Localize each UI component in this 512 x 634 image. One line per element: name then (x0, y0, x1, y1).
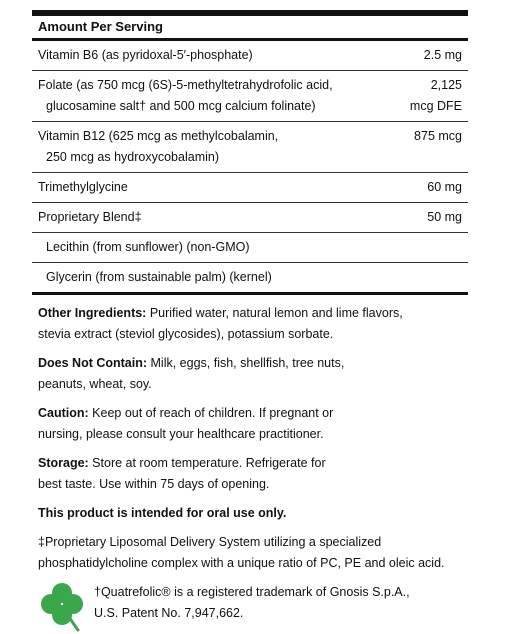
nutrient-name-line: glucosamine salt† and 500 mcg calcium folinate) (46, 99, 316, 113)
nutrient-amount-line: 875 mcg (414, 129, 462, 143)
nutrient-amount-line: 2,125 (430, 78, 462, 92)
nutrient-name-line: Folate (as 750 mcg (6S)-5-methyltetrahydrofolic acid, (38, 78, 333, 92)
nutrient-name (38, 207, 372, 228)
caution (32, 403, 468, 445)
nutrient-name-line: Lecithin (from sunflower) (non-GMO) (46, 240, 250, 254)
oral-use-statement (32, 503, 468, 524)
nutrient-row (32, 71, 468, 122)
nutrient-name-line: Proprietary Blend‡ (38, 210, 142, 224)
storage-line2: best taste. Use within 75 days of opening. (38, 477, 270, 491)
nutrient-amount-line: 60 mg (427, 180, 462, 194)
trademark-line1: †Quatrefolic® is a registered trademark of Gnosis S.p.A., (94, 585, 410, 599)
nutrient-row (32, 203, 468, 233)
nutrient-name-line: Vitamin B12 (625 mcg as methylcobalamin, (38, 129, 279, 143)
other-ingredients (32, 303, 468, 345)
nutrient-name-line: Glycerin (from sustainable palm) (kernel) (46, 270, 272, 284)
trademark-line2: U.S. Patent No. 7,947,662. (94, 606, 244, 620)
nutrient-amount (372, 177, 462, 198)
clover-leaf (41, 594, 61, 614)
nutrient-table (32, 41, 468, 295)
nutrient-amount-line: 2.5 mg (423, 48, 462, 62)
nutrient-name (38, 126, 372, 168)
nutrient-name (46, 267, 372, 288)
footnote-liposomal (32, 532, 468, 574)
nutrient-amount (372, 207, 462, 228)
nutrient-name (38, 177, 372, 198)
trademark-footer (32, 582, 468, 634)
other-ingredients-line1: Purified water, natural lemon and lime flavors, (146, 306, 403, 320)
nutrient-name (46, 237, 372, 258)
footnote-line1: ‡Proprietary Liposomal Delivery System utilizing a specialized (38, 535, 382, 549)
amount-per-serving-header: Amount Per Serving (32, 16, 468, 41)
supplement-facts-panel (32, 10, 468, 634)
caution-label: Caution: (38, 406, 89, 420)
does-not-contain-line1: Milk, eggs, fish, shellfish, tree nuts, (147, 356, 345, 370)
nutrient-name-line: 250 mcg as hydroxycobalamin) (46, 150, 219, 164)
does-not-contain (32, 353, 468, 395)
caution-line1: Keep out of reach of children. If pregnant or (88, 406, 334, 420)
nutrient-row (32, 122, 468, 173)
other-ingredients-line2: stevia extract (steviol glycosides), potassium sorbate. (38, 327, 334, 341)
nutrient-name-line: Trimethylglycine (38, 180, 128, 194)
oral-use-text: This product is intended for oral use only. (38, 506, 287, 520)
nutrient-amount (372, 126, 462, 147)
nutrient-name (38, 45, 372, 66)
nutrient-amount (372, 75, 462, 117)
storage-line1: Store at room temperature. Refrigerate for (88, 456, 326, 470)
nutrient-amount (372, 45, 462, 66)
nutrient-row (32, 41, 468, 71)
nutrient-row (32, 233, 468, 263)
clover-icon (38, 582, 90, 634)
footnote-line2: phosphatidylcholine complex with a unique ratio of PC, PE and oleic acid. (38, 556, 445, 570)
trademark-text (94, 582, 410, 624)
nutrient-name (38, 75, 372, 117)
does-not-contain-label: Does Not Contain: (38, 356, 148, 370)
storage (32, 453, 468, 495)
storage-label: Storage: (38, 456, 89, 470)
nutrient-name-line: Vitamin B6 (as pyridoxal-5′-phosphate) (38, 48, 253, 62)
does-not-contain-line2: peanuts, wheat, soy. (38, 377, 152, 391)
nutrient-row (32, 173, 468, 203)
nutrient-amount-line: 50 mg (427, 210, 462, 224)
nutrient-amount-line: mcg DFE (409, 99, 462, 113)
other-ingredients-label: Other Ingredients: (38, 306, 147, 320)
nutrient-row (32, 263, 468, 295)
caution-line2: nursing, please consult your healthcare practitioner. (38, 427, 324, 441)
